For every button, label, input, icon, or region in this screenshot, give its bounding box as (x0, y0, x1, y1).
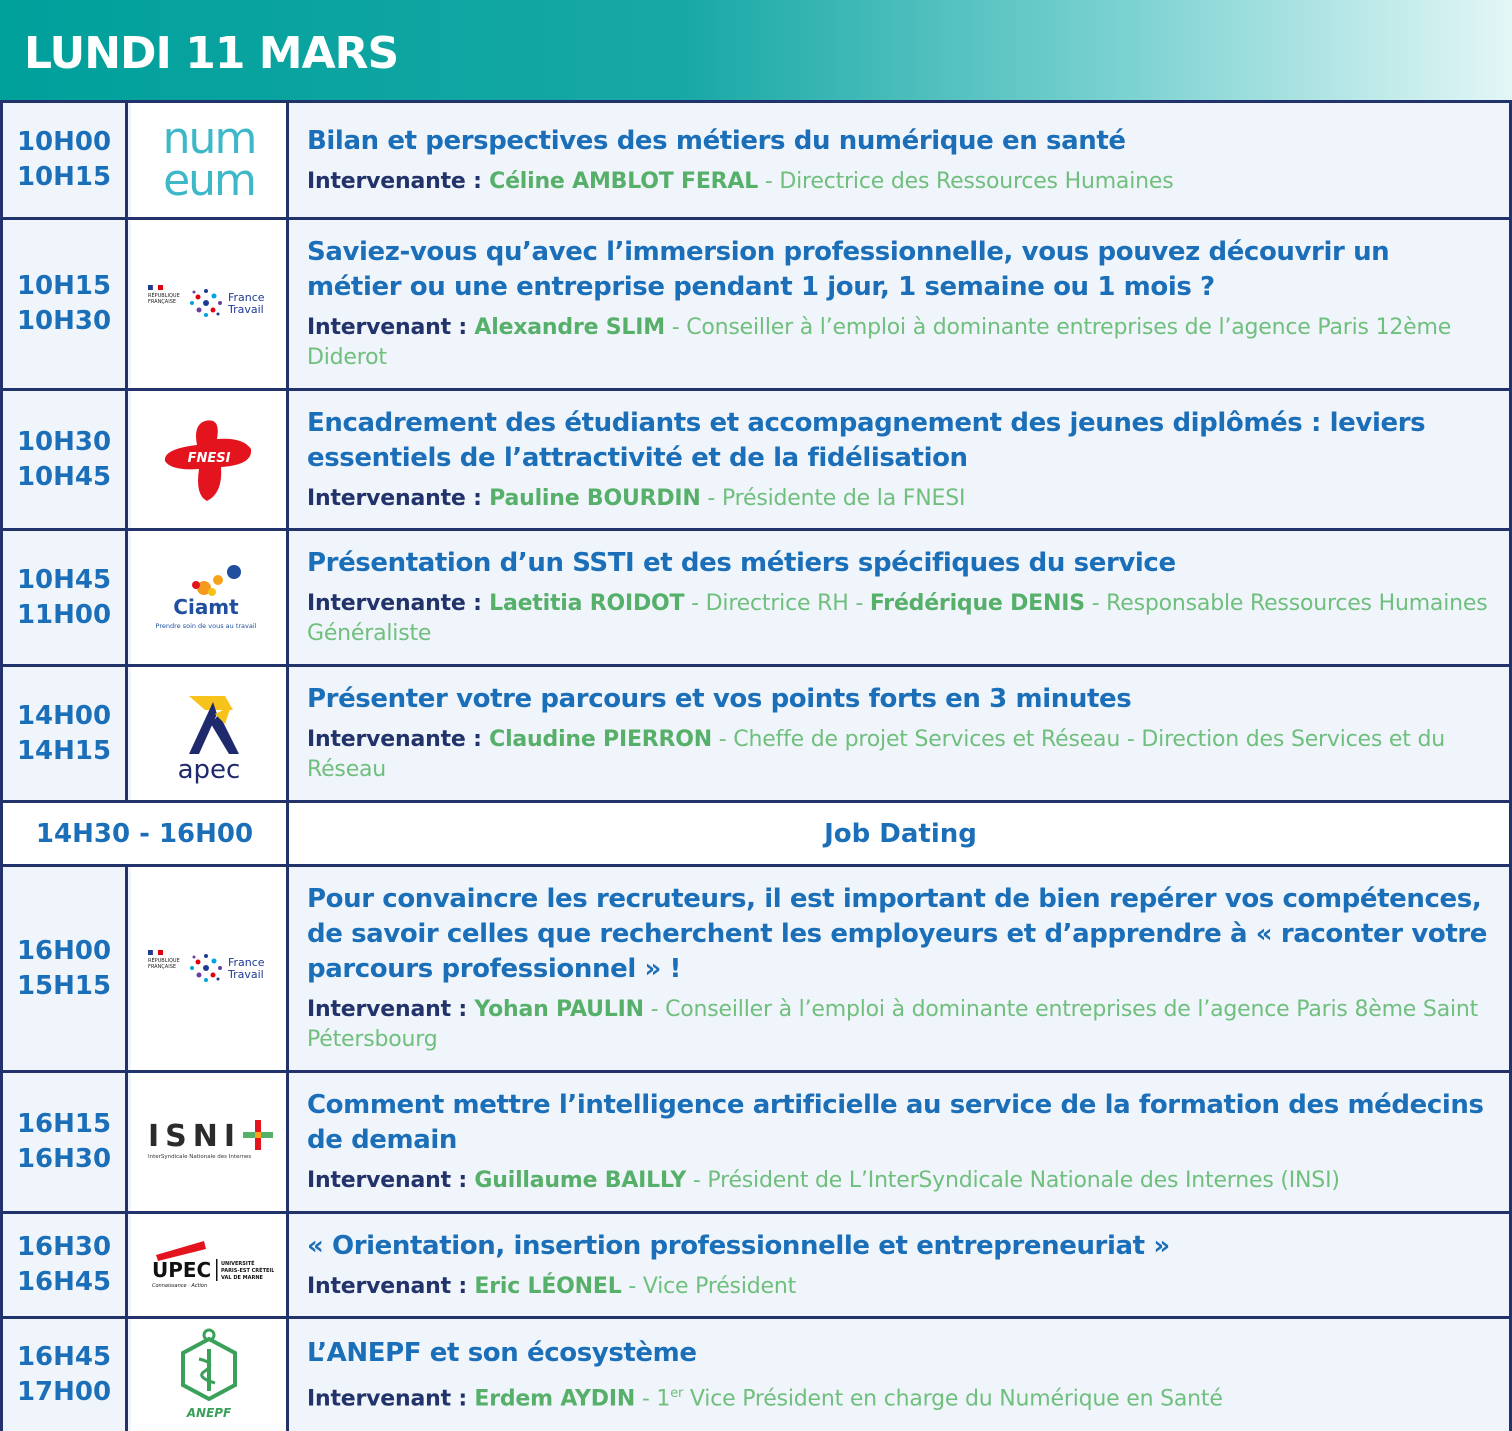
speaker-name: Guillaume BAILLY (474, 1168, 687, 1193)
speaker-label: Intervenant : (307, 997, 475, 1022)
svg-text:eum: eum (162, 155, 255, 205)
speaker-role: - Président de L’InterSyndicale Nationale des Internes (INSI) (686, 1168, 1340, 1193)
session-content (307, 1214, 1491, 1316)
session-row (3, 1073, 1509, 1214)
ciamt-logo (131, 531, 289, 664)
end-time: 15H15 (16, 970, 112, 1001)
session-time (3, 531, 128, 664)
speaker-name: Céline AMBLOT FERAL (489, 168, 759, 194)
france-travail-logo (131, 220, 289, 388)
speaker-role: - Présidente de la FNESI (700, 485, 966, 511)
session-speaker (307, 1379, 1491, 1414)
france-travail-logo (131, 867, 289, 1070)
speaker-label: Intervenante : (307, 485, 490, 511)
svg-text:FNESI: FNESI (187, 450, 230, 466)
svg-text:UPEC: UPEC (151, 1258, 211, 1282)
session-speaker (307, 313, 1491, 373)
speaker-role: Vice Président en charge du Numérique en Santé (683, 1386, 1223, 1412)
speaker-name: Laetitia ROIDOT (489, 591, 685, 616)
speaker-name: Pauline BOURDIN (489, 485, 701, 511)
end-time: 11H00 (16, 599, 112, 630)
session-speaker (307, 995, 1491, 1055)
session-title: L’ANEPF et son écosystème (307, 1337, 697, 1368)
session-row (3, 1214, 1509, 1319)
start-time: 16H00 (16, 935, 112, 966)
start-time: 16H15 (16, 1109, 112, 1139)
speaker-role: - Conseiller à l’emploi à dominante entreprises de l’agence Paris 8ème Saint Pétersbourg (307, 997, 1479, 1052)
session-content (307, 667, 1491, 800)
session-content (307, 867, 1491, 1070)
session-speaker (307, 589, 1491, 649)
upec-logo (131, 1214, 289, 1316)
session-time (3, 1073, 128, 1211)
end-time: 10H15 (16, 162, 112, 192)
svg-text:France: France (227, 955, 265, 969)
svg-text:RÉPUBLIQUE: RÉPUBLIQUE (147, 957, 180, 964)
session-speaker (307, 167, 1491, 197)
break-row (3, 803, 1509, 867)
speaker-role: - 1 (635, 1386, 671, 1412)
break-label: Job Dating (824, 818, 977, 849)
svg-text:InterSyndicale Nationale des I: InterSyndicale Nationale des Internes (147, 1154, 251, 1160)
session-time (3, 220, 128, 388)
session-title: Comment mettre l’intelligence artificielle au service de la formation des médecins de demain (307, 1090, 1484, 1155)
svg-text:Connaissance · Action: Connaissance · Action (151, 1283, 207, 1289)
isni-logo (131, 1073, 289, 1211)
schedule-table (0, 100, 1512, 1431)
end-time: 17H00 (16, 1377, 112, 1407)
end-time: 16H30 (16, 1144, 112, 1174)
svg-text:UNIVERSITÉ: UNIVERSITÉ (220, 1261, 255, 1267)
svg-text:FRANÇAISE: FRANÇAISE (147, 299, 176, 305)
end-time: 14H15 (16, 735, 112, 766)
start-time: 10H30 (16, 426, 112, 457)
speaker-label: Intervenante : (307, 168, 490, 194)
speaker-name: Eric LÉONEL (474, 1273, 622, 1299)
session-time (3, 867, 128, 1070)
speaker-label: Intervenant : (307, 1273, 475, 1299)
page-header (0, 0, 1512, 102)
speaker-label: Intervenant : (307, 1386, 475, 1412)
session-row (3, 1319, 1509, 1431)
session-title: Bilan et perspectives des métiers du numérique en santé (307, 125, 1126, 156)
session-title: Saviez-vous qu’avec l’immersion professionnelle, vous pouvez découvrir un métier ou une entreprise pendant 1 jour, 1 semaine ou 1 mois ? (307, 237, 1390, 302)
session-content (307, 103, 1491, 217)
svg-text:FRANÇAISE: FRANÇAISE (147, 963, 176, 970)
speaker-name: Yohan PAULIN (474, 997, 644, 1022)
fnesi-logo (131, 391, 289, 528)
svg-text:RÉPUBLIQUE: RÉPUBLIQUE (147, 293, 180, 299)
speaker-label: Intervenant : (307, 1168, 475, 1193)
speaker-role: - Responsable Ressources Humaines Généraliste (307, 591, 1488, 646)
apec-logo (131, 667, 289, 800)
speaker-label: Intervenante : (307, 591, 490, 616)
session-title: Pour convaincre les recruteurs, il est important de bien repérer vos compétences, de savoir celles que recherchent les employeurs et d’apprendre à « raconter votre parcours professionnel » ! (307, 884, 1488, 984)
session-row (3, 220, 1509, 391)
session-row (3, 667, 1509, 803)
start-time: 14H00 (16, 700, 112, 731)
session-title: Présentation d’un SSTI et des métiers spécifiques du service (307, 548, 1176, 578)
session-time (3, 1214, 128, 1316)
session-content (307, 220, 1491, 388)
speaker-role: - Directrice des Ressources Humaines (758, 168, 1174, 194)
start-time: 10H15 (16, 271, 112, 301)
speaker-label: Intervenante : (307, 727, 490, 752)
session-time (3, 1319, 128, 1431)
start-time: 16H30 (16, 1232, 112, 1262)
speaker-label: Intervenant : (307, 315, 475, 340)
speaker-role: - Cheffe de projet Services et Réseau - Direction des Services et du Réseau (307, 727, 1445, 782)
session-row (3, 531, 1509, 667)
session-speaker (307, 725, 1491, 785)
break-time: 14H30 - 16H00 (3, 803, 289, 864)
session-content (307, 1073, 1491, 1211)
session-title: « Orientation, insertion professionnelle et entrepreneuriat » (307, 1230, 1170, 1261)
end-time: 16H45 (16, 1267, 112, 1297)
page-title: LUNDI 11 MARS (24, 28, 399, 79)
speaker-name: Erdem AYDIN (474, 1386, 636, 1412)
session-speaker (307, 1166, 1491, 1196)
svg-text:ANEPF: ANEPF (186, 1406, 231, 1420)
svg-text:PARIS-EST CRÉTEIL: PARIS-EST CRÉTEIL (220, 1268, 274, 1274)
svg-text:Travail: Travail (227, 303, 264, 316)
session-row (3, 867, 1509, 1073)
session-content (307, 531, 1491, 664)
start-time: 10H00 (16, 127, 112, 157)
start-time: 16H45 (16, 1342, 112, 1372)
svg-text:apec: apec (177, 754, 240, 784)
speaker-role: - Conseiller à l’emploi à dominante entreprises de l’agence Paris 12ème Diderot (307, 315, 1452, 370)
svg-text:Ciamt: Ciamt (172, 594, 239, 619)
session-row (3, 103, 1509, 220)
svg-text:num: num (162, 115, 255, 164)
session-title: Encadrement des étudiants et accompagnement des jeunes diplômés : leviers essentiels de l’attractivité et de la fidélisation (307, 407, 1426, 473)
session-title: Présenter votre parcours et vos points forts en 3 minutes (307, 684, 1132, 714)
anepf-logo (131, 1319, 289, 1431)
end-time: 10H45 (16, 461, 112, 492)
session-content (307, 1319, 1491, 1431)
session-speaker (307, 484, 1491, 514)
svg-text:ISNI: ISNI (147, 1119, 241, 1154)
session-time (3, 391, 128, 528)
session-time (3, 667, 128, 800)
speaker-role: - Directrice RH - (684, 591, 870, 616)
svg-text:France: France (227, 291, 265, 304)
session-content (307, 391, 1491, 528)
speaker-name: Claudine PIERRON (489, 727, 712, 752)
session-time (3, 103, 128, 217)
speaker-name: Alexandre SLIM (474, 315, 665, 340)
session-speaker (307, 1272, 1491, 1302)
speaker-name: Frédérique DENIS (869, 591, 1085, 616)
svg-text:Prendre soin de vous au travai: Prendre soin de vous au travail (155, 621, 256, 630)
end-time: 10H30 (16, 306, 112, 336)
speaker-role-superscript: er (670, 1385, 684, 1401)
session-row (3, 391, 1509, 531)
start-time: 10H45 (16, 564, 112, 595)
speaker-role: - Vice Président (621, 1273, 796, 1299)
numeum-logo (131, 103, 289, 217)
svg-text:Travail: Travail (227, 967, 264, 981)
svg-text:VAL DE MARNE: VAL DE MARNE (220, 1275, 263, 1281)
